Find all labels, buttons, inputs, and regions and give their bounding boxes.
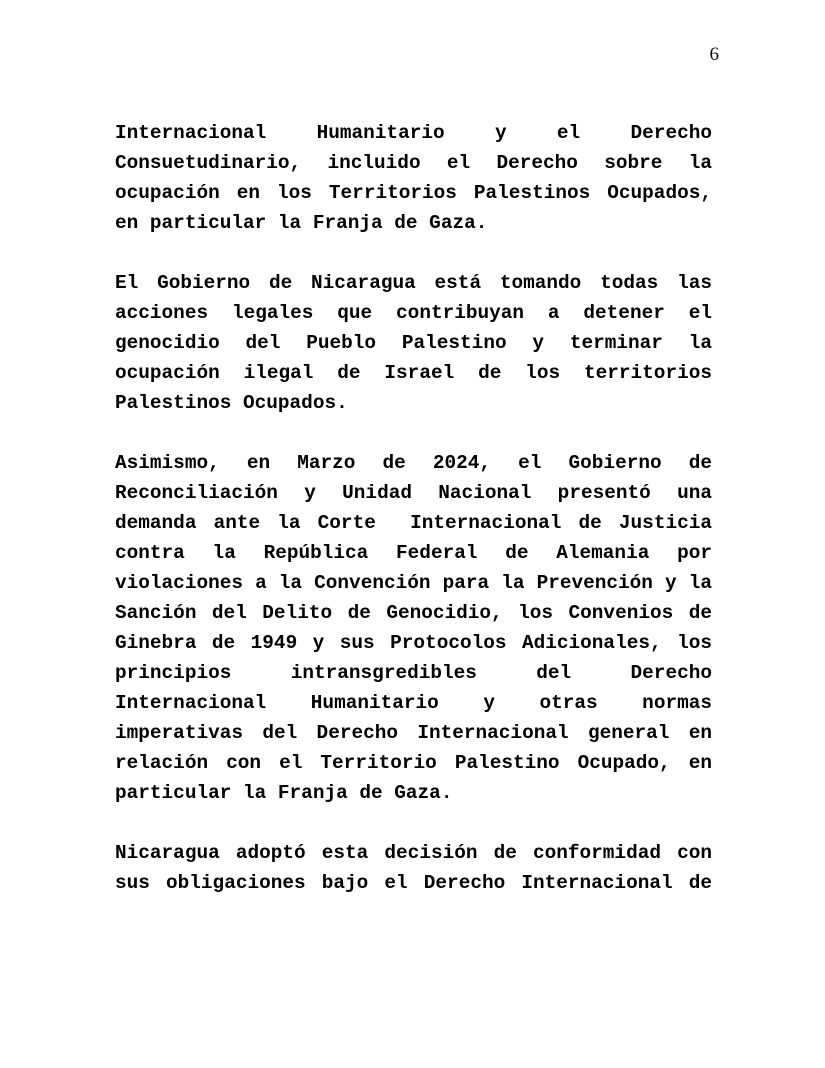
page-number: 6 [709,44,719,65]
paragraph-1: Internacional Humanitario y el Derecho Consuetudinario, incluido el Derecho sobre la ocupación en los Territorios Palestinos Ocupados, en particular la Franja de Gaza. [115,122,724,234]
paragraph-4: Nicaragua adoptó esta decisión de conformidad con sus obligaciones bajo el Derecho Internacional de [115,842,724,894]
paragraph-3: Asimismo, en Marzo de 2024, el Gobierno de Reconciliación y Unidad Nacional presentó una demanda ante la Corte Internacional de Justicia contra la República Federal de Alemania por violaciones a la Convención para la Prevención y la Sanción del Delito de Genocidio, los Convenios de Ginebra de 1949 y sus Protocolos Adicionales, los principios intransgredibles del Derecho Internacional Humanitario y otras normas imperativas del Derecho Internacional general en relación con el Territorio Palestino Ocupado, en particular la Franja de Gaza. [115,452,724,804]
paragraph-2: El Gobierno de Nicaragua está tomando todas las acciones legales que contribuyan a detener el genocidio del Pueblo Palestino y terminar la ocupación ilegal de Israel de los territorios Palestinos Ocupados. [115,272,724,414]
document-body [115,118,724,928]
